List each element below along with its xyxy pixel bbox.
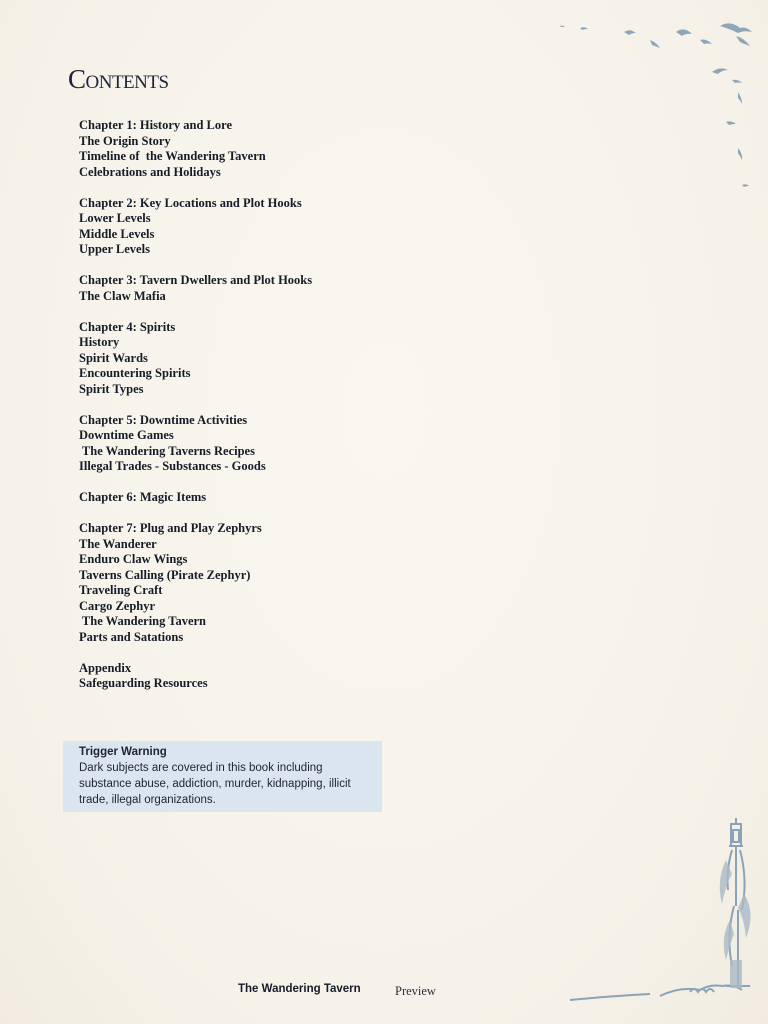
toc-group [79, 196, 399, 258]
toc-group [79, 118, 399, 180]
toc-entry: Spirit Wards [79, 350, 148, 365]
flock-of-birds-icon [550, 10, 768, 200]
toc-entry: Taverns Calling (Pirate Zephyr) [79, 567, 251, 582]
footer-preview-label: Preview [395, 984, 436, 998]
toc-entry: Parts and Satations [79, 629, 184, 644]
toc-chapter-heading: Chapter 5: Downtime Activities [79, 412, 248, 427]
toc-entry: Upper Levels [79, 242, 150, 256]
page-title: Contents [68, 64, 169, 94]
toc-entry: Enduro Claw Wings [79, 552, 188, 566]
toc-chapter-heading: Chapter 4: Spirits [79, 319, 176, 334]
toc-chapter-heading: Chapter 6: Magic Items [79, 490, 207, 504]
toc-entry: Spirit Types [79, 381, 144, 396]
toc-entry: Traveling Craft [79, 583, 163, 597]
toc-group [79, 661, 399, 692]
toc-entry: Lower Levels [79, 211, 151, 225]
toc-group [79, 490, 399, 506]
toc-group [79, 320, 399, 398]
toc-entry: The Wandering Taverns Recipes [79, 443, 255, 458]
toc-chapter-heading: Appendix [79, 660, 132, 675]
toc-entry: The Origin Story [79, 133, 171, 148]
toc-entry: History [79, 335, 120, 349]
toc-entry: Encountering Spirits [79, 366, 191, 380]
table-of-contents [79, 118, 399, 707]
trigger-warning-text: Dark subjects are covered in this book including substance abuse, addiction, murder, kidnapping, illicit trade, illegal organizations. [79, 762, 351, 806]
toc-entry: Celebrations and Holidays [79, 164, 221, 179]
toc-entry: Cargo Zephyr [79, 598, 156, 613]
toc-entry: Safeguarding Resources [79, 676, 208, 690]
toc-entry: The Wanderer [79, 536, 157, 551]
toc-group [79, 273, 399, 304]
toc-entry: Illegal Trades - Substances - Goods [79, 459, 266, 473]
toc-entry: Downtime Games [79, 428, 174, 442]
footer-book-title: The Wandering Tavern [238, 983, 361, 995]
toc-entry: The Wandering Tavern [79, 614, 207, 628]
toc-chapter-heading: Chapter 1: History and Lore [79, 118, 233, 132]
toc-group [79, 413, 399, 475]
trigger-warning-title: Trigger Warning [79, 746, 167, 758]
toc-group [79, 521, 399, 645]
toc-entry: The Claw Mafia [79, 288, 166, 303]
toc-chapter-heading: Chapter 7: Plug and Play Zephyrs [79, 521, 262, 535]
toc-entry: Middle Levels [79, 226, 155, 241]
lighthouse-tower-illustration [540, 810, 768, 1010]
toc-chapter-heading: Chapter 2: Key Locations and Plot Hooks [79, 195, 302, 210]
toc-chapter-heading: Chapter 3: Tavern Dwellers and Plot Hooks [79, 273, 313, 287]
trigger-warning-box [63, 741, 382, 812]
toc-entry: Timeline of the Wandering Tavern [79, 149, 266, 163]
